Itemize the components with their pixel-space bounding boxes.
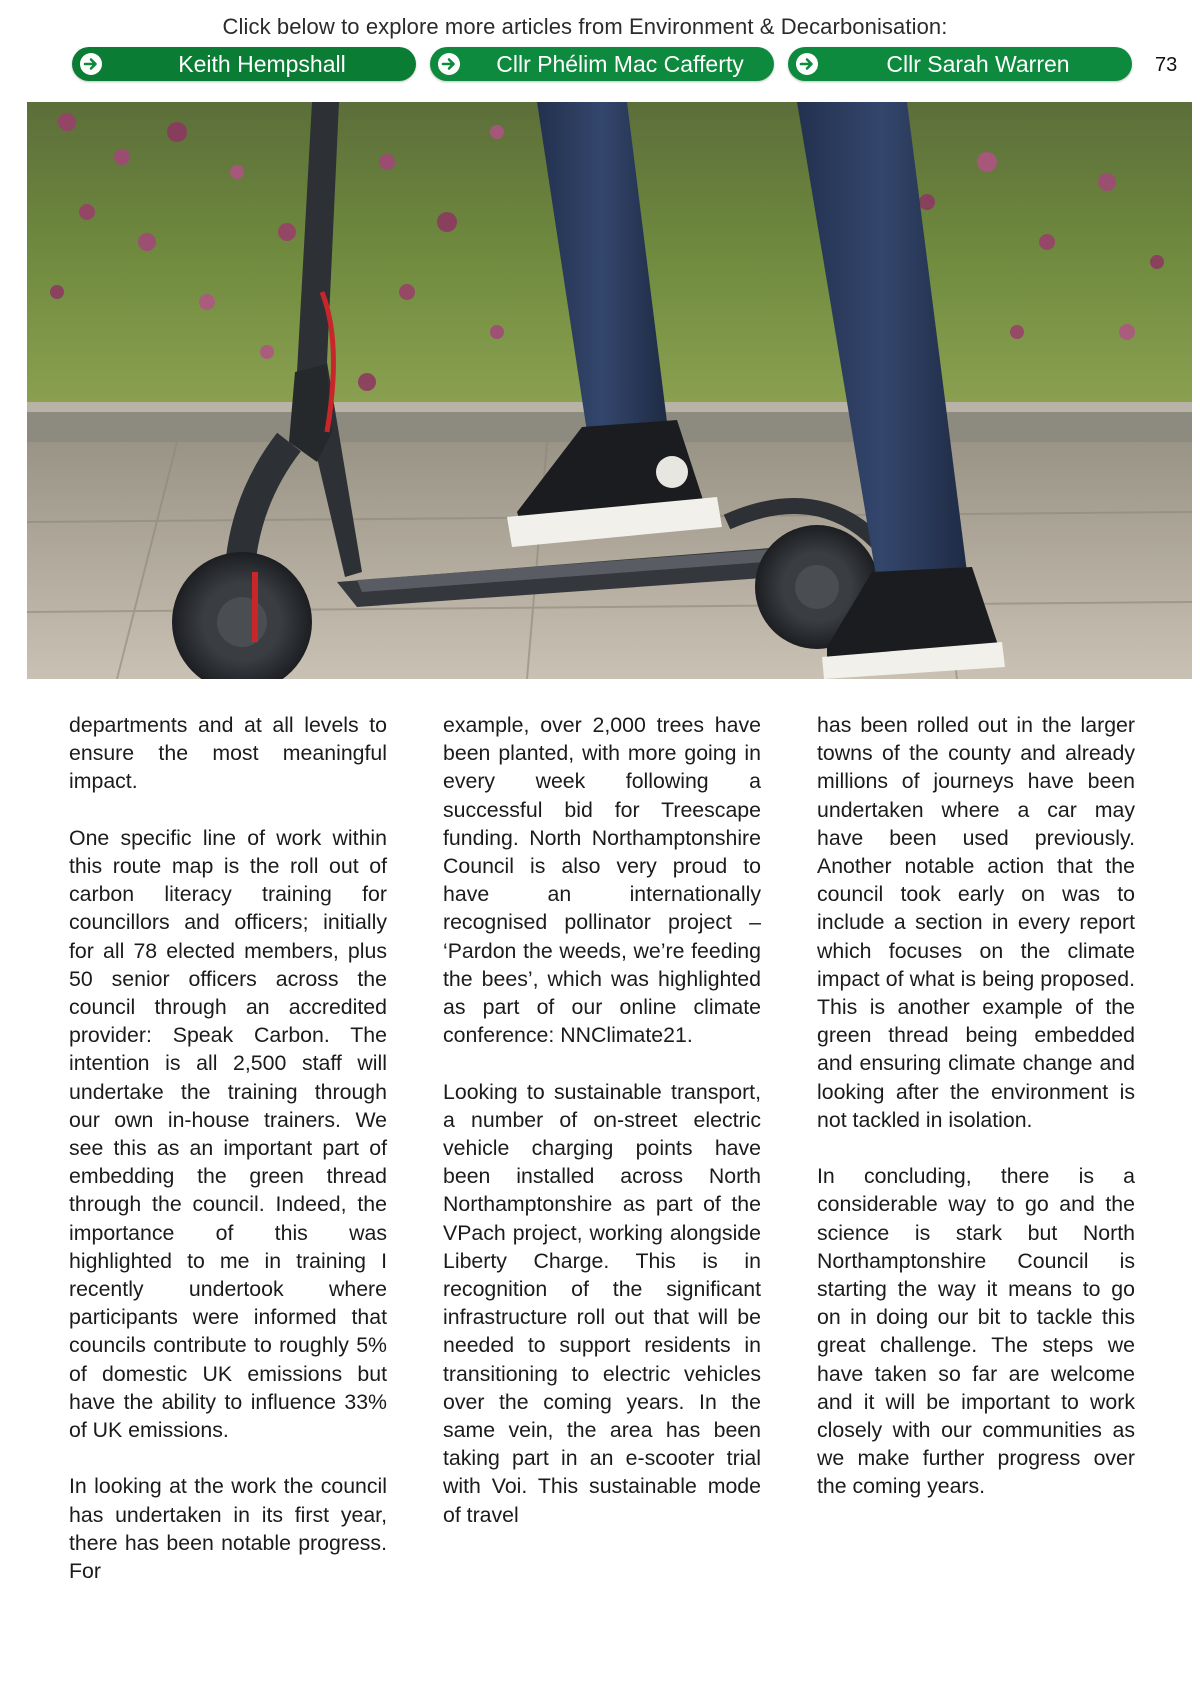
page-number: 73: [1155, 54, 1178, 76]
article-column-3: [817, 711, 1135, 1501]
nav-link-phelim-mac-cafferty[interactable]: [430, 47, 774, 81]
arrow-circle-right-icon: [437, 52, 461, 76]
article-column-1: [69, 711, 387, 1585]
paragraph: example, over 2,000 trees have been planted, with more going in every week following a successful bid for Treescape funding. North Northamptonshire Council is also very proud to have an internationally recognised pollinator project – ‘Pardon the weeds, we’re feeding the bees’, which was highlighted as part of our online climate conference: NNClimate21.: [443, 713, 761, 1048]
nav-link-label: Cllr Sarah Warren: [886, 51, 1070, 77]
paragraph: One specific line of work within this route map is the roll out of carbon literacy training for councillors and officers; initially for all 78 elected members, plus 50 senior officers across the council through an accredited provider: Speak Carbon. The intention is all 2,500 staff will undertake the training through our own in-house trainers. We see this as an important part of embedding the green thread through the council. Indeed, the importance of this was highlighted to me in training I recently undertook where participants were informed that councils contribute to roughly 5% of domestic UK emissions but have the ability to influence 33% of UK emissions.: [69, 825, 387, 1443]
arrow-circle-right-icon: [79, 52, 103, 76]
article-column-2: [443, 711, 761, 1529]
header-intro-text: Click below to explore more articles from Environment & Decarbonisation:: [222, 14, 948, 39]
paragraph: In concluding, there is a considerable way to go and the science is stark but North Northamptonshire Council is starting the way it means to go on in doing our bit to tackle this great challenge. The steps we have taken so far are welcome and it will be important to work closely with our communities as we make further progress over the coming years.: [817, 1164, 1135, 1499]
nav-link-label: Keith Hempshall: [178, 51, 346, 77]
nav-link-label: Cllr Phélim Mac Cafferty: [496, 51, 744, 77]
paragraph: departments and at all levels to ensure the most meaningful impact.: [69, 713, 387, 794]
nav-link-sarah-warren[interactable]: [788, 47, 1132, 81]
arrow-circle-right-icon: [795, 52, 819, 76]
paragraph: Looking to sustainable transport, a number of on-street electric vehicle charging points have been installed across North Northamptonshire as part of the VPach project, working alongside Liberty Charge. This is in recognition of the significant infrastructure roll out that will be needed to support residents in transitioning to electric vehicles over the coming years. In the same vein, the area has been taking part in an e-scooter trial with Voi. This sustainable mode of travel: [443, 1079, 761, 1527]
paragraph: In looking at the work the council has undertaken in its first year, there has been notable progress. For: [69, 1474, 387, 1584]
paragraph: has been rolled out in the larger towns of the county and already millions of journeys have been undertaken where a car may have been used previously. Another notable action that the council took early on was to include a section in every report which focuses on the climate impact of what is being proposed. This is another example of the green thread being embedded and ensuring climate change and looking after the environment is not tackled in isolation.: [817, 713, 1135, 1132]
nav-link-keith-hempshall[interactable]: [72, 47, 416, 81]
hero-photo-escooter: [27, 102, 1192, 679]
